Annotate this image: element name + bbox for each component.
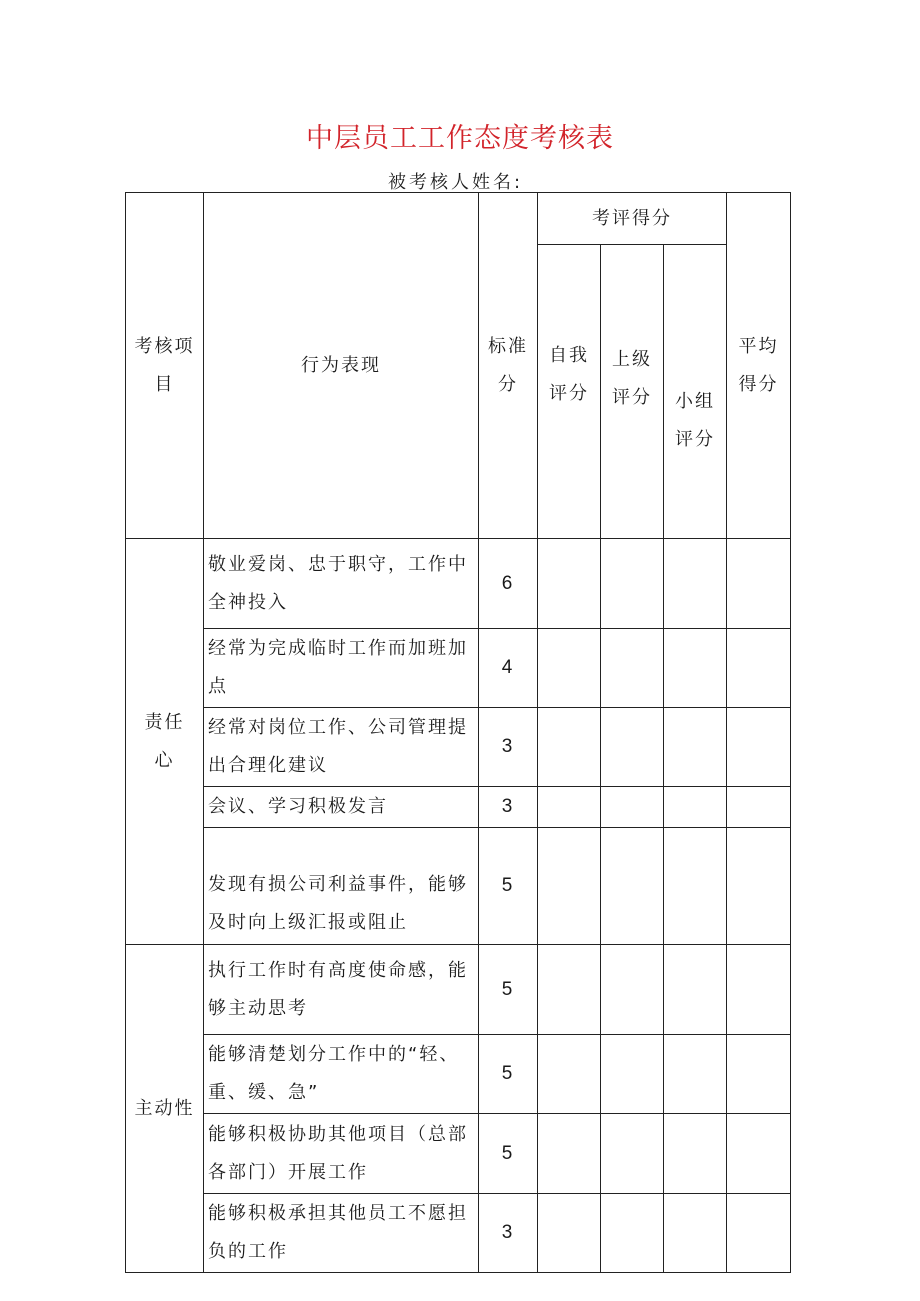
table-row <box>126 1035 791 1114</box>
team-score-input[interactable] <box>664 787 727 828</box>
average-score-input[interactable] <box>727 787 791 828</box>
team-score-input[interactable] <box>664 1194 727 1273</box>
table-row <box>126 945 791 1035</box>
behavior-cell: 敬业爱岗、忠于职守，工作中全神投入 <box>204 539 479 629</box>
behavior-cell: 能够积极承担其他员工不愿担负的工作 <box>204 1194 479 1273</box>
standard-score: 5 <box>479 828 538 945</box>
header-item-label: 考核项目 <box>134 335 195 395</box>
examinee-name-label: 被考核人姓名: <box>388 172 524 193</box>
table-row <box>126 708 791 787</box>
category-cell <box>126 945 204 1273</box>
header-superior-label: 上级评分 <box>612 349 652 408</box>
average-score-input[interactable] <box>727 629 791 708</box>
self-score-input[interactable] <box>538 629 601 708</box>
header-item <box>126 193 204 539</box>
average-score-input[interactable] <box>727 708 791 787</box>
average-score-input[interactable] <box>727 539 791 629</box>
header-standard <box>479 193 538 539</box>
table-row <box>126 629 791 708</box>
average-score-input[interactable] <box>727 828 791 945</box>
header-average <box>727 193 791 539</box>
behavior-cell: 会议、学习积极发言 <box>204 787 479 828</box>
header-self-score <box>538 245 601 539</box>
table-row <box>126 539 791 629</box>
team-score-input[interactable] <box>664 629 727 708</box>
header-self-label: 自我评分 <box>549 345 589 404</box>
table-row <box>126 1114 791 1194</box>
behavior-cell: 能够清楚划分工作中的“轻、重、缓、急” <box>204 1035 479 1114</box>
average-score-input[interactable] <box>727 1114 791 1194</box>
behavior-cell: 发现有损公司利益事件，能够及时向上级汇报或阻止 <box>204 828 479 945</box>
self-score-input[interactable] <box>538 708 601 787</box>
behavior-cell: 能够积极协助其他项目（总部各部门）开展工作 <box>204 1114 479 1194</box>
superior-score-input[interactable] <box>601 1035 664 1114</box>
category-label: 责任心 <box>144 711 185 771</box>
self-score-input[interactable] <box>538 1114 601 1194</box>
standard-score: 3 <box>479 787 538 828</box>
team-score-input[interactable] <box>664 1035 727 1114</box>
standard-score: 3 <box>479 1194 538 1273</box>
header-average-label: 平均得分 <box>738 335 779 395</box>
standard-score: 5 <box>479 945 538 1035</box>
team-score-input[interactable] <box>664 539 727 629</box>
self-score-input[interactable] <box>538 945 601 1035</box>
team-score-input[interactable] <box>664 828 727 945</box>
behavior-cell: 经常对岗位工作、公司管理提出合理化建议 <box>204 708 479 787</box>
header-standard-label: 标准分 <box>488 335 528 395</box>
category-label: 主动性 <box>134 1097 195 1119</box>
average-score-input[interactable] <box>727 1194 791 1273</box>
header-superior-score <box>601 245 664 539</box>
table-row <box>126 787 791 828</box>
form-title: 中层员工工作态度考核表 <box>306 123 614 154</box>
superior-score-input[interactable] <box>601 629 664 708</box>
self-score-input[interactable] <box>538 828 601 945</box>
superior-score-input[interactable] <box>601 787 664 828</box>
superior-score-input[interactable] <box>601 945 664 1035</box>
category-cell <box>126 539 204 945</box>
assessment-table <box>125 192 791 1273</box>
self-score-input[interactable] <box>538 539 601 629</box>
team-score-input[interactable] <box>664 1114 727 1194</box>
header-team-score <box>664 245 727 539</box>
behavior-cell: 经常为完成临时工作而加班加点 <box>204 629 479 708</box>
superior-score-input[interactable] <box>601 1114 664 1194</box>
average-score-input[interactable] <box>727 945 791 1035</box>
team-score-input[interactable] <box>664 708 727 787</box>
standard-score: 6 <box>479 539 538 629</box>
standard-score: 5 <box>479 1114 538 1194</box>
self-score-input[interactable] <box>538 787 601 828</box>
superior-score-input[interactable] <box>601 828 664 945</box>
table-row <box>126 1194 791 1273</box>
average-score-input[interactable] <box>727 1035 791 1114</box>
header-team-label: 小组评分 <box>675 391 715 450</box>
table-row <box>126 828 791 945</box>
header-behavior <box>204 193 479 539</box>
superior-score-input[interactable] <box>601 539 664 629</box>
team-score-input[interactable] <box>664 945 727 1035</box>
standard-score: 4 <box>479 629 538 708</box>
self-score-input[interactable] <box>538 1194 601 1273</box>
standard-score: 5 <box>479 1035 538 1114</box>
behavior-cell: 执行工作时有高度使命感，能够主动思考 <box>204 945 479 1035</box>
superior-score-input[interactable] <box>601 1194 664 1273</box>
superior-score-input[interactable] <box>601 708 664 787</box>
header-score-group <box>538 193 727 245</box>
standard-score: 3 <box>479 708 538 787</box>
header-score-group-label: 考评得分 <box>592 207 672 229</box>
header-behavior-label: 行为表现 <box>301 354 381 376</box>
self-score-input[interactable] <box>538 1035 601 1114</box>
